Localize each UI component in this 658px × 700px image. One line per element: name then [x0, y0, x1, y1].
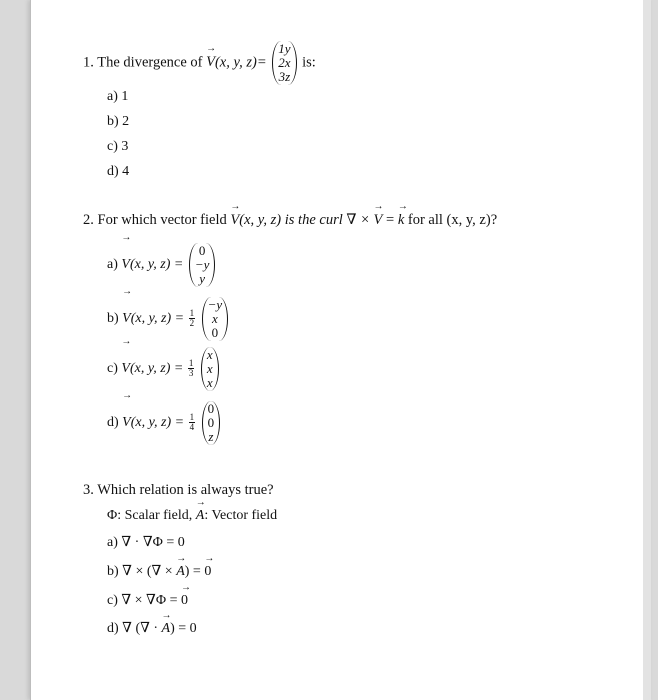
option-label: a): [107, 535, 118, 550]
q2-vector-v: → V: [230, 211, 239, 229]
option-label: b): [107, 114, 119, 129]
matrix-row: 0: [198, 242, 206, 258]
question-2: [83, 211, 497, 229]
fraction-numerator: 1: [188, 358, 194, 369]
option-label: c): [107, 361, 118, 376]
legend-rest: : Vector field: [204, 508, 278, 523]
q2b-fraction: [189, 309, 196, 328]
q3-question: Which relation is always true?: [97, 482, 274, 498]
q2d-vector-v: → V: [122, 400, 131, 446]
option-expression-post: ) = 0: [170, 621, 197, 636]
q2-text-c: =: [386, 212, 395, 228]
option-expression: ∇ (∇ ·: [122, 621, 159, 636]
q1-text-before: The divergence of: [97, 54, 203, 71]
matrix-row: 0: [211, 324, 219, 340]
q3-legend: [107, 507, 277, 525]
option-label: c): [107, 593, 118, 608]
option-label: b): [107, 311, 119, 326]
matrix-row: 0: [207, 400, 215, 416]
option-zero-vector: → 0: [181, 592, 188, 610]
q1-matrix-row: 1y: [278, 41, 291, 56]
q1-option-b: [107, 113, 129, 131]
fraction-numerator: 1: [189, 412, 195, 423]
option-label: a): [107, 89, 118, 104]
q1-text-after: is:: [302, 54, 316, 71]
page-edge: [643, 0, 651, 700]
option-label: c): [107, 139, 118, 154]
matrix-row: x: [211, 310, 218, 326]
matrix-row: x: [206, 360, 213, 376]
option-expression: ∇ × (∇ ×: [122, 564, 173, 579]
fraction-denominator: 4: [189, 422, 195, 433]
option-field: (x, y, z) =: [129, 361, 184, 376]
q2-option-c: [107, 346, 221, 392]
q2-text-a: For which vector field: [97, 212, 227, 228]
q2b-vector-v: → V: [122, 296, 131, 342]
q2-vector-v2: → V: [374, 211, 383, 229]
q2-vector-k: → k: [398, 211, 404, 229]
option-vector-a: → A: [162, 620, 171, 638]
option-label: d): [107, 164, 119, 179]
q3-option-d: [107, 620, 197, 638]
q2d-fraction: [189, 413, 196, 432]
q2c-matrix: [201, 347, 219, 391]
fraction-numerator: 1: [189, 308, 195, 319]
q1-option-d: [107, 163, 129, 181]
option-value: 1: [121, 89, 129, 104]
q2c-fraction: [188, 359, 195, 378]
q2a-vector-v: → V: [121, 242, 130, 288]
option-field: (x, y, z) =: [130, 311, 185, 326]
q1-matrix-row: 3z: [278, 69, 291, 84]
q2a-matrix: [189, 243, 216, 287]
option-field: (x, y, z) =: [130, 415, 185, 430]
q2-option-d: [107, 400, 222, 446]
matrix-row: −y: [207, 296, 223, 312]
q2d-matrix: [202, 401, 221, 445]
q2-text-b: (x, y, z) is the curl ∇ ×: [239, 212, 370, 228]
option-label: a): [107, 257, 118, 272]
q1-matrix: [272, 41, 296, 85]
option-field: (x, y, z) =: [129, 257, 184, 272]
matrix-row: 0: [207, 414, 215, 430]
fraction-denominator: 3: [188, 368, 194, 379]
q2-option-a: [107, 242, 217, 288]
option-expression: ∇ · ∇Φ = 0: [121, 535, 185, 550]
question-1: [83, 41, 316, 85]
matrix-row: x: [206, 346, 213, 362]
legend-phi: Φ: Scalar field,: [107, 508, 193, 523]
option-label: b): [107, 564, 119, 579]
matrix-row: y: [199, 270, 205, 286]
q3-option-b: [107, 563, 211, 581]
q3-number: 3.: [83, 482, 94, 498]
option-vector-a: → A: [176, 563, 185, 581]
matrix-row: x: [206, 374, 213, 390]
option-value: 3: [121, 139, 129, 154]
option-expression: ∇ × ∇Φ =: [121, 593, 178, 608]
q1-vector-v: → V: [206, 53, 215, 71]
option-value: 2: [122, 114, 130, 129]
q3-option-a: [107, 534, 185, 552]
q2-text-d: for all (x, y, z)?: [407, 212, 498, 228]
q1-number: 1.: [83, 54, 94, 71]
option-zero-vector: → 0: [204, 563, 211, 581]
q1-matrix-row: 2x: [278, 55, 291, 70]
q2c-vector-v: → V: [121, 346, 130, 392]
legend-vector-a: → A: [196, 507, 205, 525]
q3-option-c: [107, 592, 188, 610]
fraction-denominator: 2: [189, 318, 195, 329]
option-label: d): [107, 415, 119, 430]
q2b-matrix: [202, 297, 229, 341]
matrix-row: −y: [194, 256, 210, 272]
q1-option-c: [107, 138, 128, 156]
matrix-row: z: [208, 428, 214, 444]
option-label: d): [107, 621, 119, 636]
q1-option-a: [107, 88, 128, 106]
q1-args: (x, y, z)=: [214, 54, 267, 71]
q2-number: 2.: [83, 212, 94, 228]
document-page: [30, 0, 651, 700]
question-3: [83, 481, 274, 499]
option-value: 4: [122, 164, 130, 179]
option-expression-post: ) =: [184, 564, 201, 579]
